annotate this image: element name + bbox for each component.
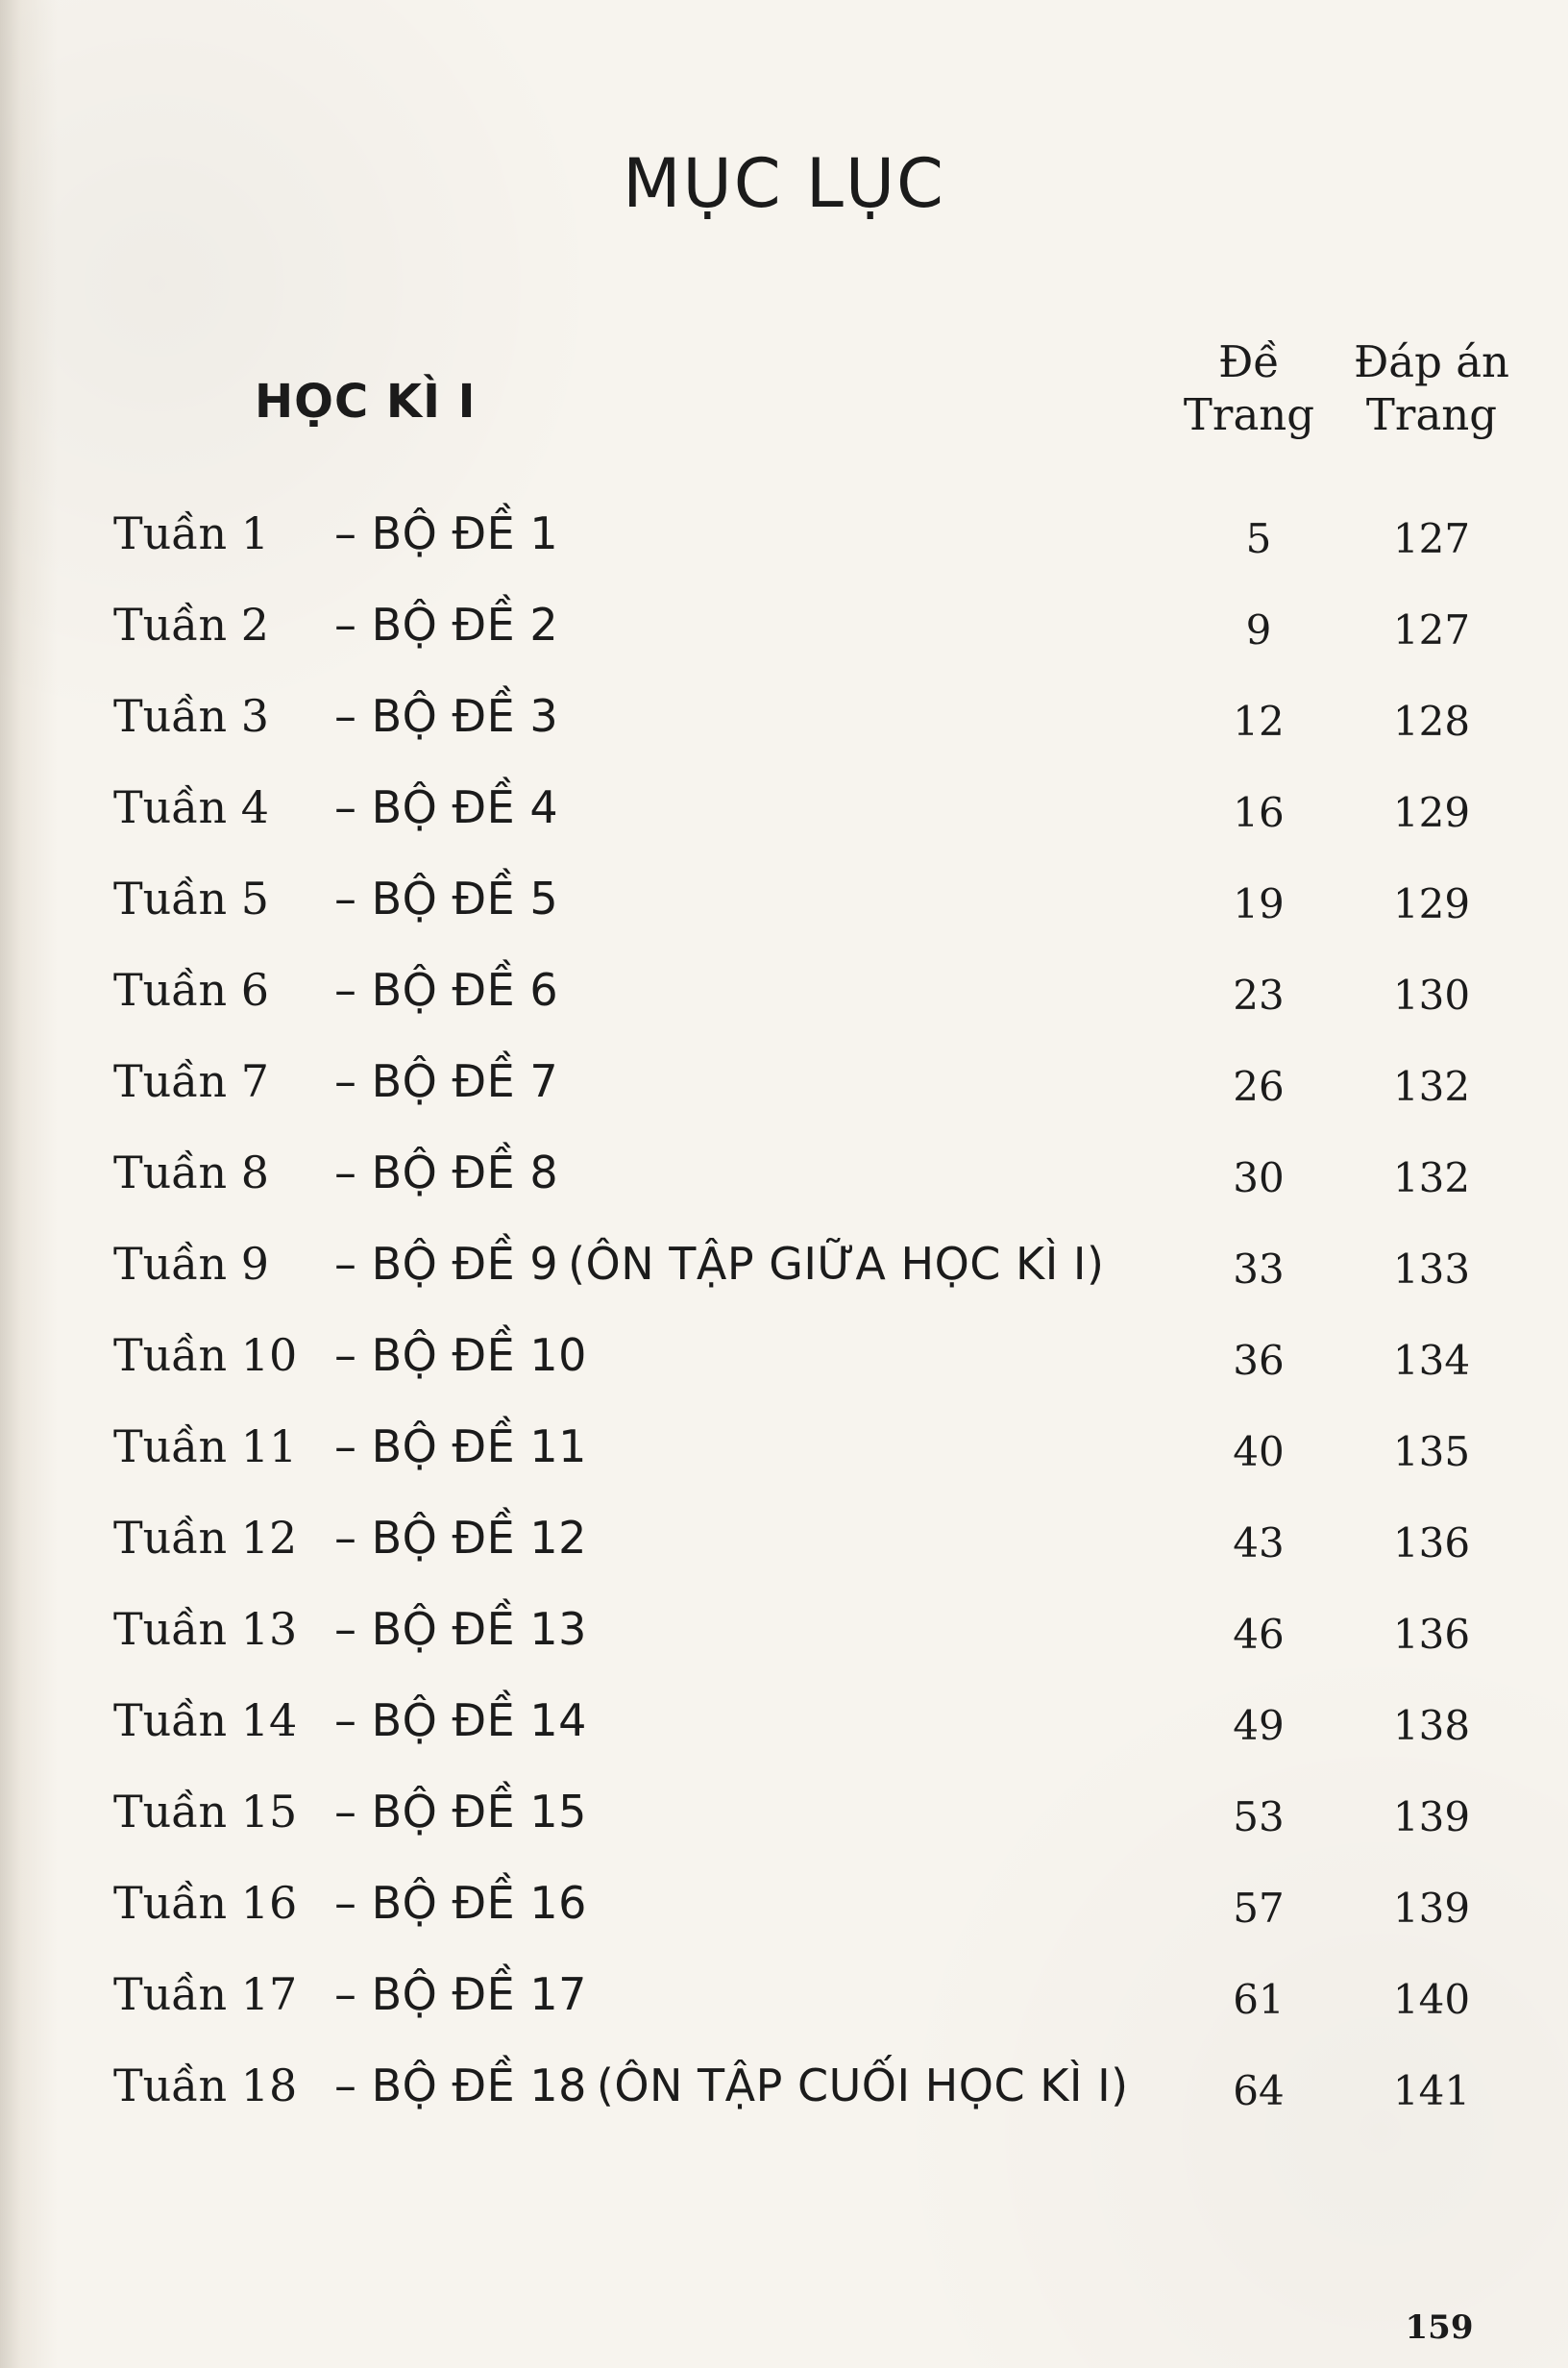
de-page-number: 53 — [1233, 1793, 1285, 1840]
toc-entry — [0, 1603, 1568, 1676]
de-page-number: 64 — [1233, 2067, 1285, 2114]
entry-label — [113, 599, 559, 651]
toc-entry — [0, 964, 1568, 1037]
answer-page-number: 139 — [1392, 1885, 1471, 1932]
toc-entry — [0, 873, 1568, 946]
de-page-number: 46 — [1233, 1611, 1285, 1658]
de-page-number: 43 — [1233, 1519, 1285, 1566]
entry-note: (ÔN TẬP GIỮA HỌC KÌ I) — [568, 1238, 1105, 1290]
week-label: Tuần 5 — [113, 873, 270, 925]
week-label: Tuần 1 — [113, 507, 270, 559]
entry-label — [113, 1512, 587, 1564]
week-label: Tuần 8 — [113, 1147, 270, 1198]
de-page-number: 49 — [1233, 1702, 1285, 1749]
toc-entry — [0, 1055, 1568, 1128]
entry-label — [113, 690, 559, 742]
entry-label — [113, 1420, 587, 1472]
set-label: – BỘ ĐỀ 13 — [334, 1603, 587, 1655]
de-page-number: 26 — [1233, 1063, 1285, 1110]
de-page-number: 19 — [1233, 880, 1285, 927]
set-label: – BỘ ĐỀ 2 — [334, 599, 559, 651]
set-label: – BỘ ĐỀ 7 — [334, 1055, 559, 1107]
week-label: Tuần 6 — [113, 964, 270, 1016]
de-page-number: 61 — [1233, 1976, 1285, 2023]
set-label: – BỘ ĐỀ 3 — [334, 690, 559, 742]
answer-page-number: 135 — [1392, 1428, 1471, 1475]
toc-entry — [0, 1694, 1568, 1767]
answer-page-number: 132 — [1392, 1154, 1471, 1201]
set-label: – BỘ ĐỀ 14 — [334, 1694, 587, 1746]
set-label: – BỘ ĐỀ 8 — [334, 1147, 559, 1198]
entry-label — [113, 1329, 587, 1381]
set-label: – BỘ ĐỀ 6 — [334, 964, 559, 1016]
answer-page-number: 132 — [1392, 1063, 1471, 1110]
entry-label — [113, 2060, 1129, 2111]
entry-label — [113, 1238, 1105, 1290]
set-label: – BỘ ĐỀ 4 — [334, 781, 559, 833]
answer-page-number: 127 — [1392, 606, 1471, 654]
answer-header-bottom: Trang — [1365, 388, 1498, 440]
entry-label — [113, 1786, 587, 1838]
set-label: – BỘ ĐỀ 11 — [334, 1420, 587, 1472]
answer-header-top: Đáp án — [1353, 336, 1510, 387]
set-label: – BỘ ĐỀ 1 — [334, 507, 559, 559]
de-page-number: 30 — [1233, 1154, 1285, 1201]
answer-page-number: 129 — [1392, 789, 1471, 836]
set-label: – BỘ ĐỀ 18 — [334, 2060, 587, 2111]
answer-page-number: 136 — [1392, 1519, 1471, 1566]
set-label: – BỘ ĐỀ 15 — [334, 1786, 587, 1838]
toc-entry — [0, 1512, 1568, 1585]
answer-page-number: 128 — [1392, 698, 1471, 745]
week-label: Tuần 17 — [113, 1968, 298, 2020]
week-label: Tuần 12 — [113, 1512, 298, 1564]
answer-page-number: 130 — [1392, 972, 1471, 1019]
set-label: – BỘ ĐỀ 12 — [334, 1512, 587, 1564]
toc-entry — [0, 1786, 1568, 1859]
set-label: – BỘ ĐỀ 16 — [334, 1877, 587, 1929]
week-label: Tuần 14 — [113, 1694, 298, 1746]
answer-page-number: 127 — [1392, 515, 1471, 562]
answer-page-number: 134 — [1392, 1337, 1471, 1384]
entry-label — [113, 1055, 559, 1107]
page-number: 159 — [1405, 2308, 1474, 2347]
answer-page-number: 133 — [1392, 1246, 1471, 1293]
entry-label — [113, 1147, 559, 1198]
answer-page-number: 136 — [1392, 1611, 1471, 1658]
answer-page-number: 138 — [1392, 1702, 1471, 1749]
toc-entry — [0, 781, 1568, 854]
toc-entry — [0, 1877, 1568, 1950]
de-page-number: 23 — [1233, 972, 1285, 1019]
answer-page-number: 140 — [1392, 1976, 1471, 2023]
toc-entry — [0, 1238, 1568, 1311]
de-page-number: 16 — [1233, 789, 1285, 836]
week-label: Tuần 16 — [113, 1877, 298, 1929]
entry-label — [113, 1877, 587, 1929]
answer-page-number: 129 — [1392, 880, 1471, 927]
answer-page-number: 141 — [1392, 2067, 1471, 2114]
entry-label — [113, 507, 559, 559]
entry-note: (ÔN TẬP CUỐI HỌC KÌ I) — [596, 2060, 1129, 2111]
week-label: Tuần 10 — [113, 1329, 298, 1381]
week-label: Tuần 9 — [113, 1238, 270, 1290]
entry-label — [113, 964, 559, 1016]
de-header-top: Đề — [1217, 336, 1280, 387]
entry-label — [113, 1694, 587, 1746]
toc-entry — [0, 690, 1568, 763]
entry-label — [113, 781, 559, 833]
week-label: Tuần 11 — [113, 1420, 298, 1472]
week-label: Tuần 4 — [113, 781, 270, 833]
set-label: – BỘ ĐỀ 9 — [334, 1238, 559, 1290]
toc-entry — [0, 1968, 1568, 2041]
toc-entry — [0, 1420, 1568, 1493]
de-page-number: 40 — [1233, 1428, 1285, 1475]
de-page-number: 57 — [1233, 1885, 1285, 1932]
toc-entry — [0, 599, 1568, 672]
week-label: Tuần 7 — [113, 1055, 270, 1107]
set-label: – BỘ ĐỀ 17 — [334, 1968, 587, 2020]
toc-entry — [0, 507, 1568, 580]
de-page-number: 5 — [1245, 515, 1272, 562]
entry-label — [113, 873, 559, 925]
de-page-number: 33 — [1233, 1246, 1285, 1293]
week-label: Tuần 3 — [113, 690, 270, 742]
entry-label — [113, 1968, 587, 2020]
section-title: HỌC KÌ I — [255, 375, 477, 429]
set-label: – BỘ ĐỀ 5 — [334, 873, 559, 925]
week-label: Tuần 13 — [113, 1603, 298, 1655]
week-label: Tuần 15 — [113, 1786, 298, 1838]
toc-entry — [0, 1329, 1568, 1402]
de-header-bottom: Trang — [1183, 388, 1315, 440]
week-label: Tuần 2 — [113, 599, 270, 651]
de-page-number: 9 — [1245, 606, 1272, 654]
toc-entry — [0, 1147, 1568, 1220]
answer-page-number: 139 — [1392, 1793, 1471, 1840]
entry-label — [113, 1603, 587, 1655]
page-title: MỤC LỤC — [623, 144, 945, 223]
week-label: Tuần 18 — [113, 2060, 298, 2111]
set-label: – BỘ ĐỀ 10 — [334, 1329, 587, 1381]
toc-entry — [0, 2060, 1568, 2133]
de-page-number: 36 — [1233, 1337, 1285, 1384]
de-page-number: 12 — [1233, 698, 1285, 745]
